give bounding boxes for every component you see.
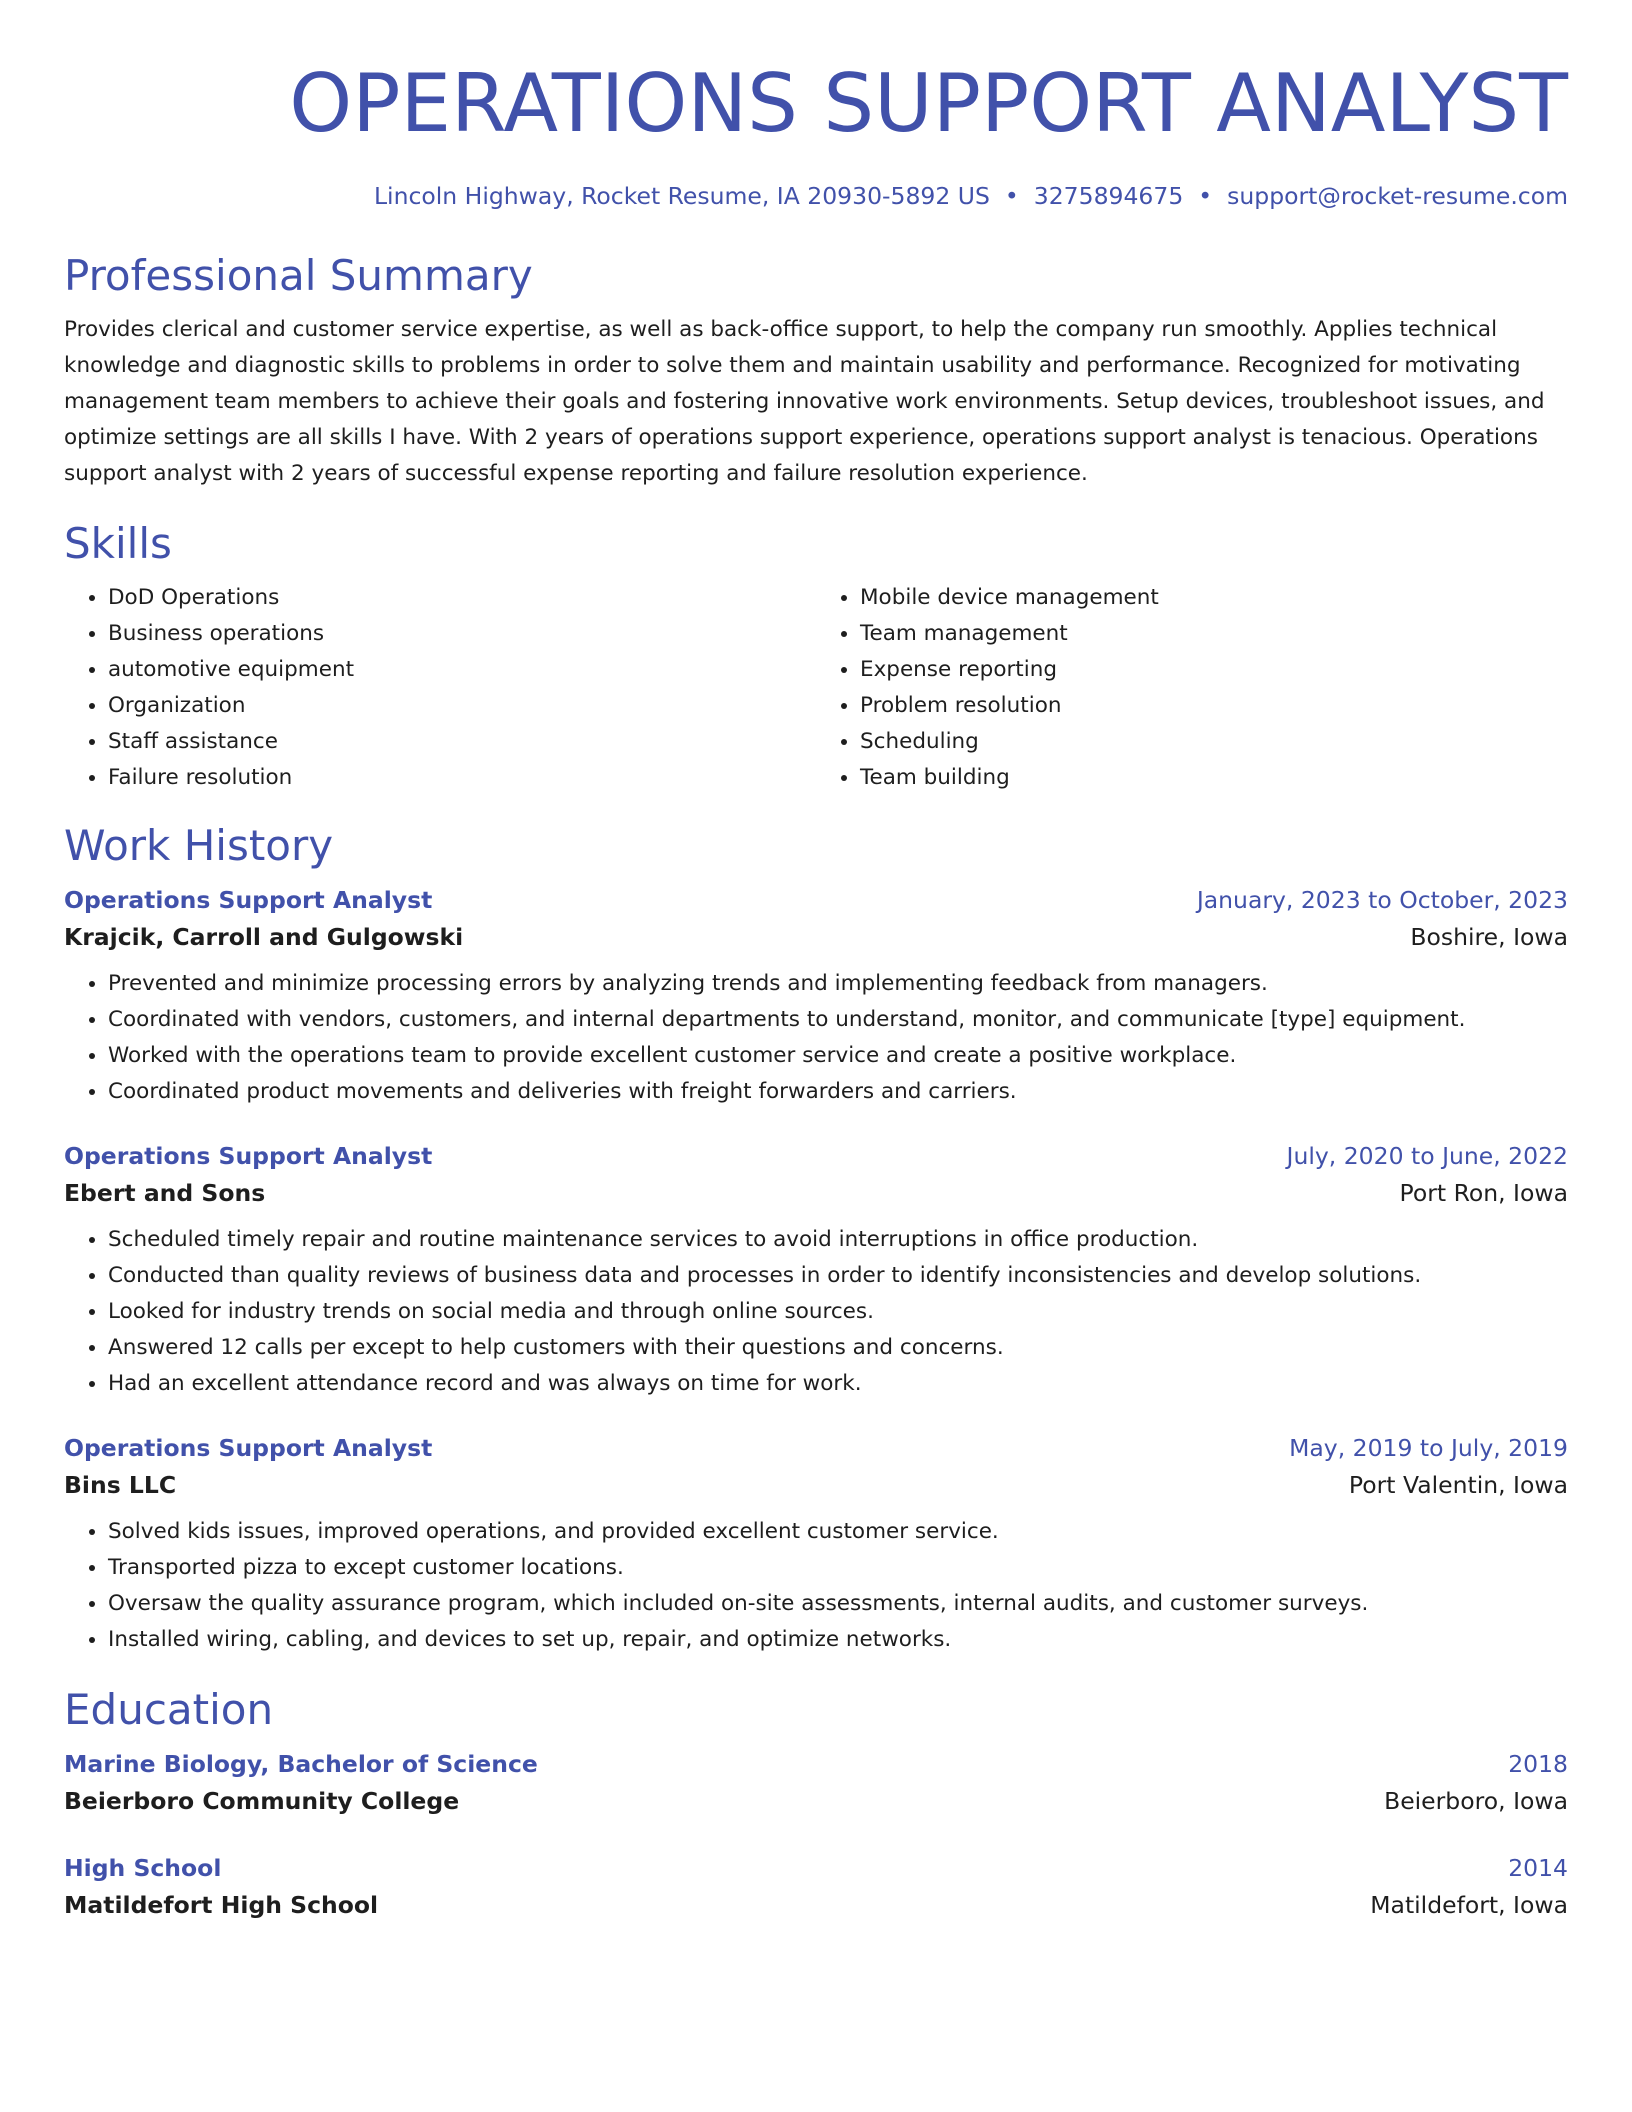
job-location: Boshire, Iowa: [1410, 923, 1568, 951]
job-company: Bins LLC: [64, 1471, 177, 1499]
job-dates: May, 2019 to July, 2019: [1289, 1434, 1568, 1462]
job-dates: January, 2023 to October, 2023: [1196, 886, 1568, 914]
job-bullets: [64, 1514, 1568, 1658]
contact-line: [64, 180, 1568, 212]
skill-item: • Team building: [860, 760, 1568, 796]
skill-item: • DoD Operations: [108, 580, 816, 616]
skill-item: • automotive equipment: [108, 652, 816, 688]
contact-email[interactable]: support@rocket-resume.com: [1227, 182, 1568, 210]
job-bullet: • Had an excellent attendance record and was always on time for work.: [108, 1366, 1568, 1402]
education-school: Beierboro Community College: [64, 1787, 460, 1815]
job-bullet: • Coordinated with vendors, customers, and internal departments to understand, monitor, and communicate [type] equipment.: [108, 1002, 1568, 1038]
skill-item: • Staff assistance: [108, 724, 816, 760]
job-location: Port Ron, Iowa: [1399, 1179, 1568, 1207]
job-company: Ebert and Sons: [64, 1179, 266, 1207]
job-bullets: [64, 1222, 1568, 1402]
job-bullets: [64, 966, 1568, 1110]
skill-item: • Failure resolution: [108, 760, 816, 796]
job-company: Krajcik, Carroll and Gulgowski: [64, 923, 464, 951]
job-bullet: • Installed wiring, cabling, and devices to set up, repair, and optimize networks.: [108, 1622, 1568, 1658]
skill-item: • Expense reporting: [860, 652, 1568, 688]
skill-item: • Team management: [860, 616, 1568, 652]
job-bullet: • Coordinated product movements and deliveries with freight forwarders and carriers.: [108, 1074, 1568, 1110]
education-entry: [64, 1850, 1568, 1924]
resume-title: OPERATIONS SUPPORT ANALYST: [289, 57, 1568, 150]
summary-text: Provides clerical and customer service expertise, as well as back-office support, to help the company run smoothly. Applies technical knowledge and diagnostic skills to problems in order to solve them and maintain usability and performance. Recognized for motivating management team members to achieve their goals and fostering innovative work environments. Setup devices, troubleshoot issues, and optimize settings are all skills I have. With 2 years of operations support experience, operations support analyst is tenacious. Operations support analyst with 2 years of successful expense reporting and failure resolution experience.: [64, 317, 1545, 486]
job-bullet: • Looked for industry trends on social media and through online sources.: [108, 1294, 1568, 1330]
job-bullet: • Oversaw the quality assurance program, which included on-site assessments, internal audits, and customer surveys.: [108, 1586, 1568, 1622]
job-title: Operations Support Analyst: [64, 1434, 433, 1462]
job-title: Operations Support Analyst: [64, 886, 433, 914]
education-year: 2014: [1508, 1854, 1568, 1882]
skill-item: • Organization: [108, 688, 816, 724]
job-entry: [64, 882, 1568, 1110]
contact-phone[interactable]: 3275894675: [1033, 182, 1184, 210]
skill-item: • Scheduling: [860, 724, 1568, 760]
skills-list: [64, 580, 1568, 796]
skill-item: • Business operations: [108, 616, 816, 652]
skill-item: • Problem resolution: [860, 688, 1568, 724]
education-degree: Marine Biology, Bachelor of Science: [64, 1750, 538, 1778]
job-bullet: • Solved kids issues, improved operations, and provided excellent customer service.: [108, 1514, 1568, 1550]
job-location: Port Valentin, Iowa: [1348, 1471, 1568, 1499]
job-bullet: • Conducted than quality reviews of business data and processes in order to identify inconsistencies and develop solutions.: [108, 1258, 1568, 1294]
skills-heading: Skills: [64, 519, 172, 568]
skills-column-left: [64, 580, 816, 796]
job-entry: [64, 1430, 1568, 1658]
education-location: Matildefort, Iowa: [1370, 1891, 1568, 1919]
work-heading: Work History: [64, 821, 334, 870]
summary-heading: Professional Summary: [64, 251, 533, 300]
education-entry: [64, 1746, 1568, 1820]
contact-address: Lincoln Highway, Rocket Resume, IA 20930-5892 US: [373, 182, 990, 210]
job-dates: July, 2020 to June, 2022: [1286, 1142, 1568, 1170]
job-bullet: • Transported pizza to except customer locations.: [108, 1550, 1568, 1586]
job-bullet: • Prevented and minimize processing errors by analyzing trends and implementing feedback from managers.: [108, 966, 1568, 1002]
education-year: 2018: [1508, 1750, 1568, 1778]
education-degree: High School: [64, 1854, 222, 1882]
job-bullet: • Scheduled timely repair and routine maintenance services to avoid interruptions in office production.: [108, 1222, 1568, 1258]
skills-column-right: [816, 580, 1568, 796]
education-school: Matildefort High School: [64, 1891, 379, 1919]
separator-dot: •: [1004, 182, 1019, 210]
education-location: Beierboro, Iowa: [1384, 1787, 1568, 1815]
skill-item: • Mobile device management: [860, 580, 1568, 616]
job-entry: [64, 1138, 1568, 1402]
education-heading: Education: [64, 1685, 274, 1734]
separator-dot: •: [1198, 182, 1213, 210]
job-bullet: • Worked with the operations team to provide excellent customer service and create a positive workplace.: [108, 1038, 1568, 1074]
job-bullet: • Answered 12 calls per except to help customers with their questions and concerns.: [108, 1330, 1568, 1366]
job-title: Operations Support Analyst: [64, 1142, 433, 1170]
